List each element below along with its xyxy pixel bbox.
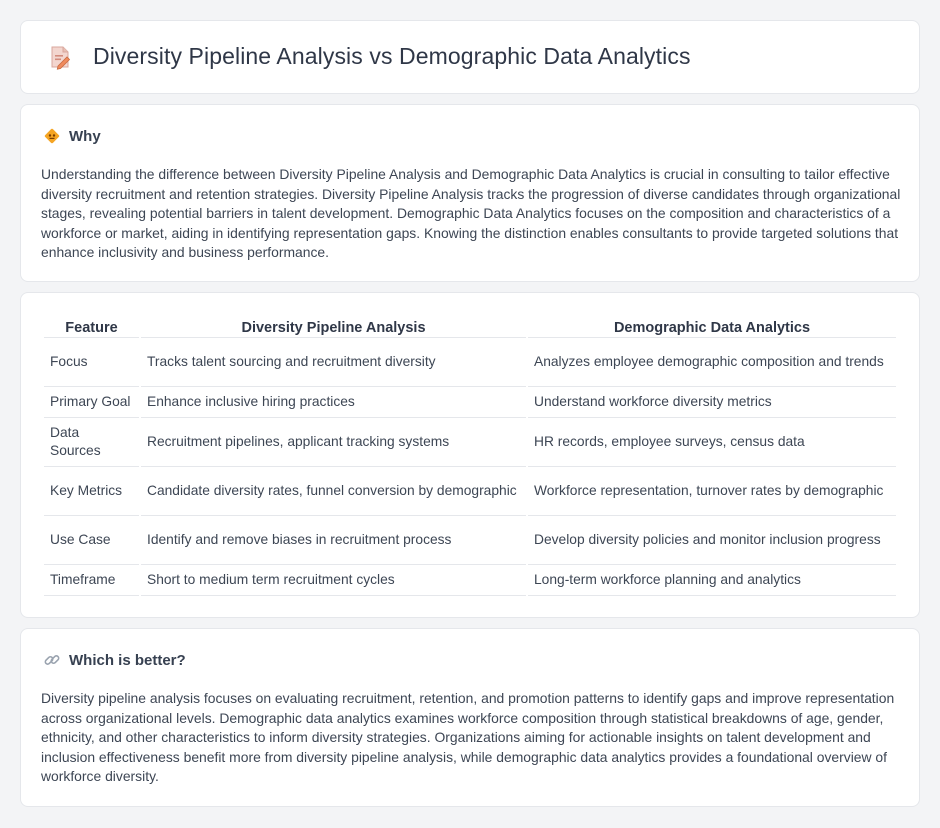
page-title: Diversity Pipeline Analysis vs Demographic Data Analytics — [93, 43, 691, 69]
better-heading: Which is better? — [69, 651, 186, 669]
table-cell: Workforce representation, turnover rates by demographic — [528, 467, 896, 516]
table-row — [44, 467, 896, 516]
why-card — [20, 104, 920, 282]
why-paragraph: Understanding the difference between Diversity Pipeline Analysis and Demographic Data Analytics is crucial in consulting to tailor effective diversity recruitment and retention strategies. Diversity Pipeline Analysis tracks the progression of diverse candidates through organizational stages, revealing potential barriers in talent development. Demographic Data Analytics focuses on the composition and characteristics of a workforce or market, aiding in identifying representation gaps. Knowing the distinction enables consultants to provide targeted solutions that enhance inclusivity and business performance. — [41, 166, 901, 261]
why-heading: Why — [69, 127, 101, 145]
which-is-better-card — [20, 628, 920, 807]
better-heading-row — [43, 651, 186, 669]
table-cell: Enhance inclusive hiring practices — [141, 387, 526, 418]
table-cell: Primary Goal — [44, 387, 139, 418]
table-cell: Candidate diversity rates, funnel conversion by demographic — [141, 467, 526, 516]
table-cell: Develop diversity policies and monitor inclusion progress — [528, 516, 896, 565]
header-card — [20, 20, 920, 94]
column-header: Feature — [44, 315, 139, 338]
table-cell: Use Case — [44, 516, 139, 565]
comparison-table-card — [20, 292, 920, 618]
column-header: Diversity Pipeline Analysis — [141, 315, 526, 338]
table-row — [44, 338, 896, 387]
title-row — [47, 43, 691, 70]
table-row — [44, 516, 896, 565]
table-row — [44, 387, 896, 418]
why-heading-row — [43, 127, 101, 145]
table-cell: Tracks talent sourcing and recruitment diversity — [141, 338, 526, 387]
table-cell: Timeframe — [44, 565, 139, 596]
table-cell: Short to medium term recruitment cycles — [141, 565, 526, 596]
table-cell: Identify and remove biases in recruitment process — [141, 516, 526, 565]
table-cell: Long-term workforce planning and analytics — [528, 565, 896, 596]
table-row — [44, 418, 896, 467]
link-icon — [43, 651, 61, 669]
column-header: Demographic Data Analytics — [528, 315, 896, 338]
table-cell: Understand workforce diversity metrics — [528, 387, 896, 418]
table-cell: Data Sources — [44, 418, 139, 467]
table-cell: Key Metrics — [44, 467, 139, 516]
document-pencil-icon — [47, 44, 73, 70]
table-cell: HR records, employee surveys, census data — [528, 418, 896, 467]
better-paragraph: Diversity pipeline analysis focuses on evaluating recruitment, retention, and promotion patterns to identify gaps and improve representation across organizational levels. Demographic data analytics examines workforce composition through statistical breakdowns of age, gender, ethnicity, and other characteristics to inform diversity strategies. Organizations aiming for actionable insights on talent development and inclusion effectiveness benefit more from diversity pipeline analysis, while demographic data analytics provides a foundational overview of workforce diversity. — [41, 690, 895, 785]
table-row — [44, 565, 896, 596]
table-cell: Focus — [44, 338, 139, 387]
comparison-table — [42, 315, 898, 596]
diamond-warning-icon — [43, 127, 61, 145]
table-header-row — [44, 315, 896, 338]
table-cell: Recruitment pipelines, applicant tracking systems — [141, 418, 526, 467]
table-cell: Analyzes employee demographic composition and trends — [528, 338, 896, 387]
